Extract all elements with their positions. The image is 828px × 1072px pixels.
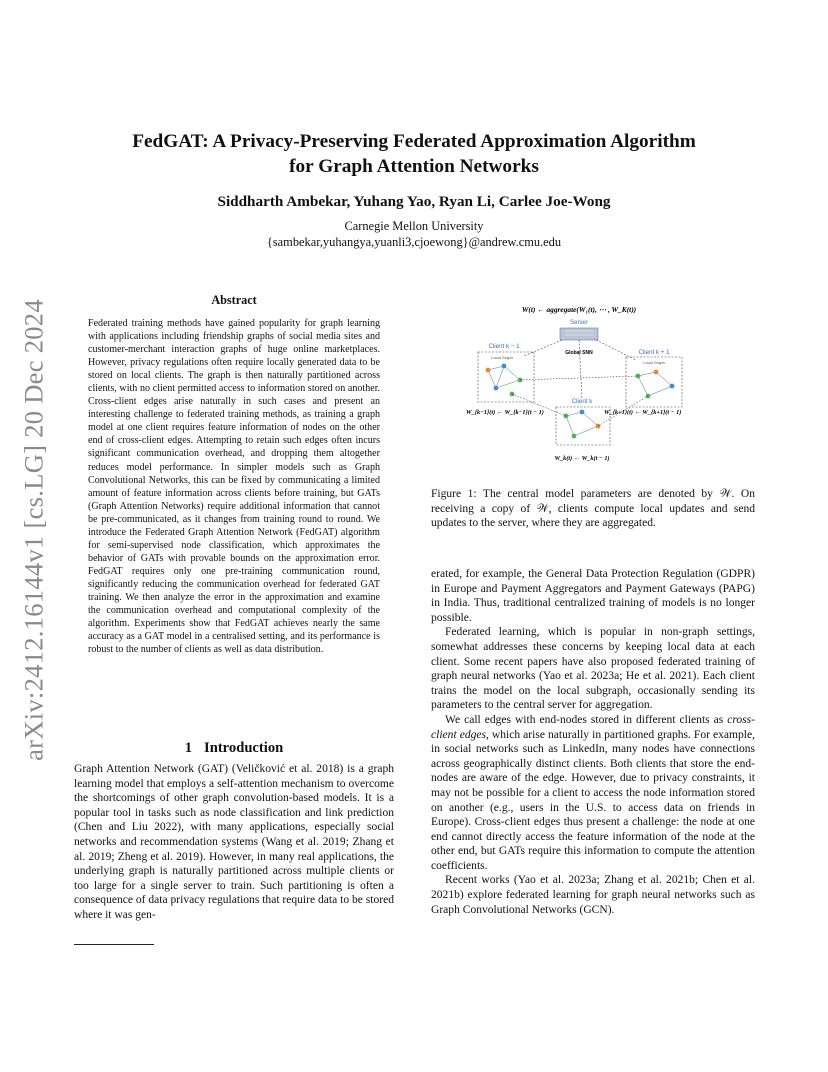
client-right-label: Client k + 1 <box>638 349 670 356</box>
client-left-graph <box>486 364 523 397</box>
client-center-graph <box>564 410 601 439</box>
federated-architecture-diagram <box>464 300 694 470</box>
update-left-formula: W_{k−1}(t) ← W_{k−1}(t − 1) <box>466 409 544 416</box>
paragraph-cross-client-edges <box>431 713 755 874</box>
affiliation-block <box>90 218 738 250</box>
local-graph-right-label: Local Graph <box>643 360 665 365</box>
section-heading-introduction <box>74 740 394 757</box>
global-model-label: Global SNN <box>565 350 593 356</box>
local-graph-left-label: Local Graph <box>491 355 513 360</box>
figure-1-caption: Figure 1: The central model parameters are denoted by 𝒲. On receiving a copy of 𝒲, clients compute local updates and send updates to the server, where they are aggregated. <box>431 488 755 530</box>
paragraph-federated-learning: Federated learning, which is popular in non-graph settings, somewhat addresses these concerns by keeping local data at each client. Some recent papers have also proposed federated training of graph neural networks (Yao et al. 2023a; He et al. 2021). Each client trains the model on the local subgraph, occasionally sending its parameters to the central server for aggregation. <box>431 626 755 712</box>
title-line-2: for Graph Attention Networks <box>289 156 539 177</box>
introduction-paragraph: Graph Attention Network (GAT) (Veličković et al. 2018) is a graph learning model that employs a self-attention mechanism to overcome the shortcomings of other graph convolution-based models. It is a popular tool in tasks such as node classification and link prediction (Chen and Liu 2022), with many applications, especially social networks and recommendation systems (Wang et al. 2019; Zhang et al. 2019; Zheng et al. 2019). However, in many real applications, the underlying graph is naturally partitioned across multiple clients or too large for a single server to train. Such partitioning is often a consequence of data privacy regulations that require data to be stored where it was gen- <box>74 763 394 921</box>
cross-client-text-before: We call edges with end-nodes stored in different clients as <box>445 713 728 726</box>
client-left-label: Client k − 1 <box>488 343 520 350</box>
cross-client-term: cross-client edges <box>431 713 755 741</box>
paragraph-recent-works: Recent works (Yao et al. 2023a; Zhang et al. 2021b; Chen et al. 2021b) explore federated learning for graph neural networks such as Graph Convolutional Networks (GCN). <box>431 874 755 916</box>
server-label: Server <box>570 320 588 326</box>
arxiv-identifier <box>14 290 54 770</box>
client-right-graph <box>636 370 675 399</box>
abstract-text: Federated training methods have gained popularity for graph learning with applications including friendship graphs of social media sites and customer-merchant interaction graphs of huge online marketplaces. However, privacy regulations often require locally generated data to be stored on local clients. The graph is then naturally partitioned across clients, with no client permitted access to information stored on another. Cross-client edges arise naturally in such cases and present an interesting challenge to federated training methods, as training a graph model at one client requires feature information of nodes on the other end of cross-client edges. Attempting to retain such edges often incurs significant communication overhead, and dropping them altogether reduces model performance. In simpler models such as Graph Convolutional Networks, this can be fixed by communicating a limited amount of feature information across clients before training, but GATs (Graph Attention Networks) require additional information that cannot be pre-communicated, as it changes from training round to round. We introduce the Federated Graph Attention Network (FedGAT) algorithm for semi-supervised node classification, which approximates the behavior of GATs with provable bounds on the approximation error. FedGAT requires only one pre-training communication round, significantly reducing the communication overhead for federated GAT training. We then analyze the error in the approximation and examine the communication overhead and computational complexity of the algorithm. Experiments show that FedGAT achieves nearly the same accuracy as a GAT model in a centralised setting, and its performance is robust to the number of clients as well as data distribution. <box>88 318 380 656</box>
arxiv-identifier-text: arXiv:2412.16144v1 [cs.LG] 20 Dec 2024 <box>18 299 49 761</box>
cross-client-text-after: , which arise naturally in partitioned graphs. For example, in social networks such as LinkedIn, many nodes have connections across geographically distinct clients. Both clients that store the end-nodes are aware of the edge. However, due to privacy constraints, it may not be possible for a client to access the node information stored on another (e.g., users in the U.S. to access data on friends in Europe). Cross-client edges thus present a challenge: the node at one end cannot directly access the feature information of the node at the other end, but GATs require this information to compute the attention coefficients. <box>431 728 755 872</box>
right-column-body <box>431 567 755 917</box>
aggregate-formula: W(t) ← aggregate(W₁(t), ⋯ , W_K(t)) <box>521 305 637 314</box>
section-title: Introduction <box>204 740 284 756</box>
paper-title <box>90 129 738 179</box>
update-center-formula: W_k(t) ← W_k(t − 1) <box>554 455 610 462</box>
footnote-rule <box>74 944 154 945</box>
update-right-formula: W_{k+1}(t) ← W_{k+1}(t − 1) <box>604 409 682 416</box>
section-number: 1 <box>184 740 193 756</box>
title-line-1: FedGAT: A Privacy-Preserving Federated Approximation Algorithm <box>132 131 696 152</box>
author-list: Siddharth Ambekar, Yuhang Yao, Ryan Li, Carlee Joe-Wong <box>217 193 611 210</box>
paragraph-gdpr: erated, for example, the General Data Protection Regulation (GDPR) in Europe and Payment Aggregators and Payment Gateways (PAPG) in India. Thus, traditional centralized training of models is no longer possible. <box>431 568 755 624</box>
affiliation: Carnegie Mellon University <box>344 219 484 233</box>
client-center-label: Client k <box>571 398 593 405</box>
introduction-body <box>74 762 394 923</box>
author-emails: {sambekar,yuhangya,yuanli3,cjoewong}@andrew.cmu.edu <box>266 235 562 249</box>
abstract-heading: Abstract <box>211 293 257 307</box>
figure-1 <box>464 300 694 470</box>
server-icon <box>560 328 598 340</box>
